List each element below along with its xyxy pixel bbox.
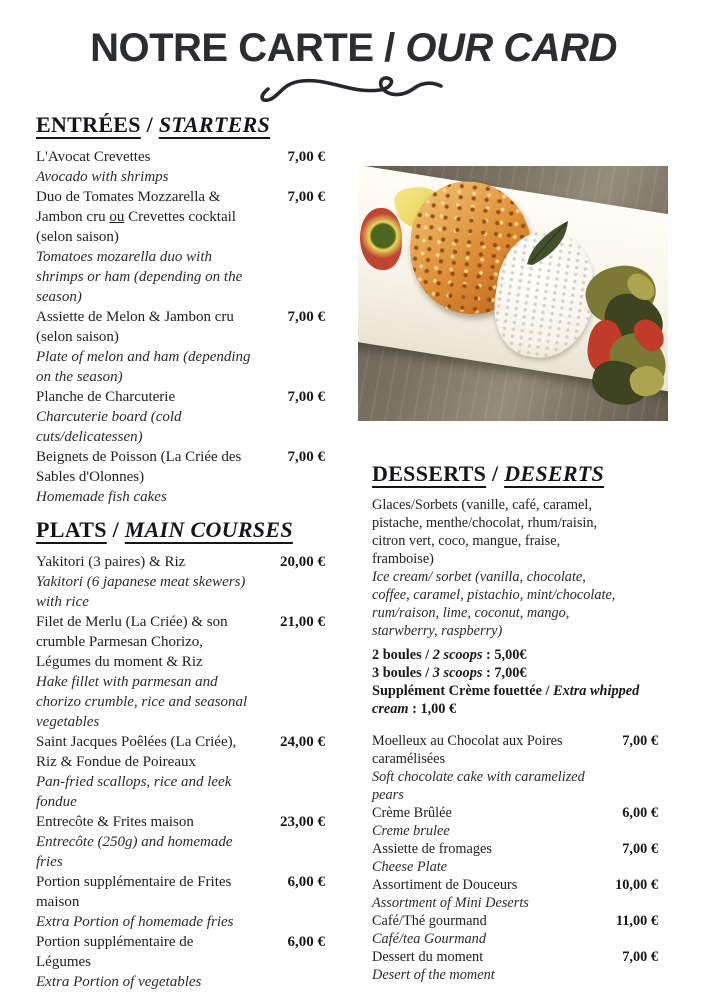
item-name-en: Ice cream/ sorbet (vanilla, chocolate, coffee, caramel, pistachio, mint/chocolate, rum/raison, lime, coconut, mango, starwberry, raspberry)	[372, 569, 616, 639]
item-price: 6,00 €	[622, 805, 658, 821]
item-name-fr: Portion supplémentaire de Légumes	[36, 934, 194, 970]
photo-sauteed-vegetables	[586, 258, 668, 408]
title-english: OUR CARD	[405, 26, 617, 70]
page-title	[0, 26, 707, 70]
item-name-fr: Beignets de Poisson (La Criée des Sables d'Olonnes)	[36, 449, 242, 485]
left-column	[36, 112, 325, 992]
item-name-fr: Dessert du moment	[372, 949, 484, 965]
section-heading-fr: PLATS	[36, 517, 107, 542]
menu-item	[36, 447, 325, 507]
scoop-note: 2 boules / 2 scoops : 5,00€	[372, 647, 527, 663]
section-heading	[36, 517, 325, 543]
menu-header	[0, 26, 707, 102]
section-heading	[372, 461, 658, 487]
item-name-en: Soft chocolate cake with caramelized pears	[372, 769, 585, 803]
item-name-en: Tomatoes mozarella duo with shrimps or ham (depending on the season)	[36, 249, 243, 305]
section-desserts	[372, 461, 658, 984]
item-price: 7,00 €	[622, 733, 658, 749]
menu-item	[372, 732, 658, 804]
item-name-en: Avocado with shrimps	[36, 169, 169, 185]
photo-stuffed-tomato	[360, 208, 402, 270]
scoop-note: Supplément Crème fouettée / Extra whipped cream : 1,00 €	[372, 683, 640, 717]
item-price: 10,00 €	[615, 877, 658, 893]
menu-item	[372, 840, 658, 876]
item-price: 7,00 €	[622, 949, 658, 965]
section-mains	[36, 517, 325, 992]
menu-item	[372, 804, 658, 840]
item-name-fr: Portion supplémentaire de Frites maison	[36, 874, 232, 910]
item-name-en: Café/tea Gourmand	[372, 931, 486, 947]
item-price: 7,00 €	[287, 449, 325, 465]
item-name-fr: L'Avocat Crevettes	[36, 149, 151, 165]
item-price: 11,00 €	[615, 913, 658, 929]
item-name-en: Entrecôte (250g) and homemade fries	[36, 834, 233, 870]
item-price: 6,00 €	[287, 874, 325, 890]
item-price: 24,00 €	[280, 734, 325, 750]
item-name-en: Assortment of Mini Deserts	[372, 895, 529, 911]
flourish-divider-icon	[254, 68, 454, 102]
menu-item	[36, 872, 325, 932]
item-price: 21,00 €	[280, 614, 325, 630]
item-name-fr: Planche de Charcuterie	[36, 389, 176, 405]
section-starters	[36, 112, 325, 507]
section-heading-separator: /	[486, 461, 505, 486]
section-heading-fr: DESSERTS	[372, 461, 487, 486]
section-heading	[36, 112, 325, 138]
item-price: 7,00 €	[287, 389, 325, 405]
item-price: 7,00 €	[622, 841, 658, 857]
section-heading-en: MAIN COURSES	[124, 517, 293, 542]
item-name-fr: Assortiment de Douceurs	[372, 877, 518, 893]
menu-item	[36, 187, 325, 307]
item-name-fr: Entrecôte & Frites maison	[36, 814, 194, 830]
scoop-pricing-notes	[372, 646, 658, 718]
item-name-en: Plate of melon and ham (depending on the season)	[36, 349, 251, 385]
menu-item	[36, 147, 325, 187]
menu-item	[36, 307, 325, 387]
item-name-en: Homemade fish cakes	[36, 489, 167, 505]
item-name-en: Charcuterie board (cold cuts/delicatessen)	[36, 409, 182, 445]
menu-item	[372, 876, 658, 912]
item-name-fr: Saint Jacques Poêlées (La Criée), Riz & Fondue de Poireaux	[36, 734, 237, 770]
item-price: 7,00 €	[287, 149, 325, 165]
item-name-en: Hake fillet with parmesan and chorizo crumble, rice and seasonal vegetables	[36, 674, 248, 730]
item-name-en: Extra Portion of homemade fries	[36, 914, 234, 930]
item-name-fr: Assiette de fromages	[372, 841, 492, 857]
section-heading-separator: /	[106, 517, 125, 542]
title-separator: /	[373, 26, 406, 70]
menu-item	[372, 948, 658, 984]
item-price: 20,00 €	[280, 554, 325, 570]
menu-item	[36, 932, 325, 992]
dish-photo	[358, 166, 668, 421]
item-name-en: Cheese Plate	[372, 859, 448, 875]
menu-item	[36, 552, 325, 612]
item-name-en: Yakitori (6 japanese meat skewers) with rice	[36, 574, 246, 610]
section-heading-en: STARTERS	[158, 112, 271, 137]
item-name-fr: Assiette de Melon & Jambon cru (selon saison)	[36, 309, 234, 345]
item-name-en: Desert of the moment	[372, 967, 495, 983]
item-name-en: Pan-fried scallops, rice and leek fondue	[36, 774, 232, 810]
item-name-fr: Crème Brûlée	[372, 805, 452, 821]
menu-item	[36, 812, 325, 872]
menu-item	[36, 612, 325, 732]
item-price: 6,00 €	[287, 934, 325, 950]
menu-item	[372, 496, 658, 640]
menu-item	[36, 732, 325, 812]
item-name-fr: Yakitori (3 paires) & Riz	[36, 554, 186, 570]
section-heading-fr: ENTRÉES	[36, 112, 141, 137]
scoop-note: 3 boules / 3 scoops : 7,00€	[372, 665, 527, 681]
menu-item	[36, 387, 325, 447]
title-french: NOTRE CARTE	[90, 26, 374, 70]
item-name-fr: Café/Thé gourmand	[372, 913, 487, 929]
section-heading-separator: /	[140, 112, 159, 137]
item-price: 7,00 €	[287, 309, 325, 325]
menu-item	[372, 912, 658, 948]
item-name-fr: Glaces/Sorbets (vanille, café, caramel, pistache, menthe/chocolat, rhum/raisin, citron vert, coco, mangue, fraise, framboise)	[372, 497, 598, 567]
section-heading-en: DESERTS	[504, 461, 605, 486]
item-name-fr: Filet de Merlu (La Criée) & son crumble Parmesan Chorizo, Légumes du moment & Riz	[36, 614, 228, 670]
item-price: 23,00 €	[280, 814, 325, 830]
right-column	[372, 461, 658, 984]
item-name-fr: Duo de Tomates Mozzarella & Jambon cru ou Crevettes cocktail (selon saison)	[36, 189, 236, 245]
item-name-fr: Moelleux au Chocolat aux Poires caramélisées	[372, 733, 563, 767]
item-name-en: Extra Portion of vegetables	[36, 974, 202, 990]
item-price: 7,00 €	[287, 189, 325, 205]
item-name-en: Creme brulee	[372, 823, 450, 839]
